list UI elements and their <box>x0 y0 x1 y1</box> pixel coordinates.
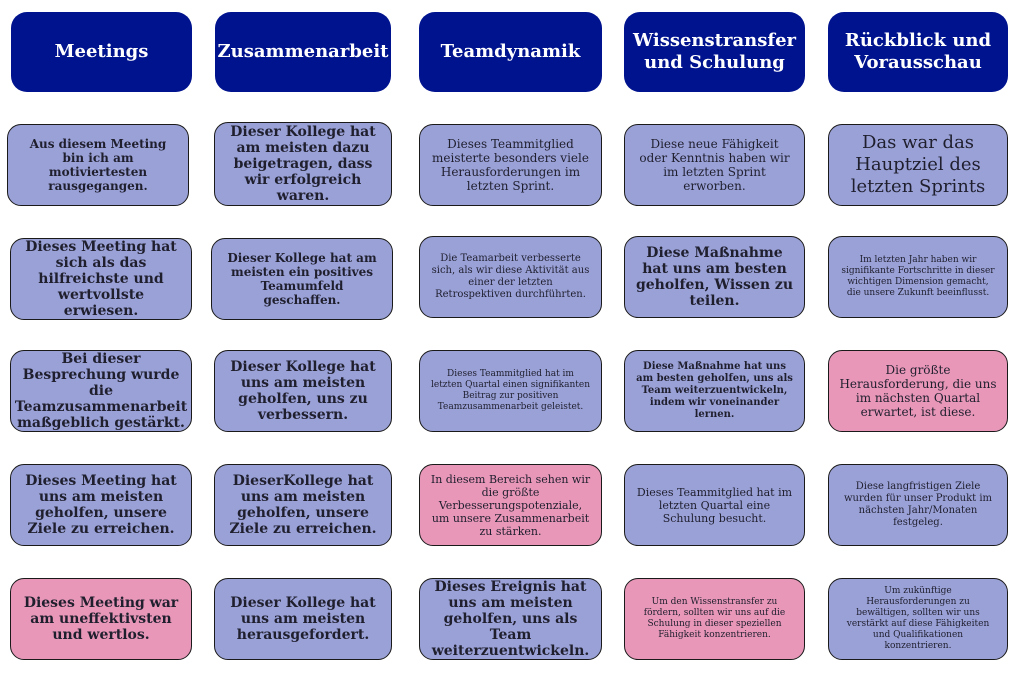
header-teamdynamik: Teamdynamik <box>419 12 602 92</box>
card-r2-c3: Die Teamarbeit verbesserte sich, als wir diese Aktivität aus einer der letzten Retrospektiven durchführten. <box>419 236 602 318</box>
card-r5-c2: Dieser Kollege hat uns am meisten herausgefordert. <box>214 578 392 660</box>
card-r3-c4: Diese Maßnahme hat uns am besten geholfen, uns als Team weiterzuentwickeln, indem wir voneinander lernen. <box>624 350 805 432</box>
card-r5-c1: Dieses Meeting war am uneffektivsten und wertlos. <box>10 578 192 660</box>
card-r2-c4: Diese Maßnahme hat uns am besten geholfen, Wissen zu teilen. <box>624 236 805 318</box>
card-r1-c3: Dieses Teammitglied meisterte besonders viele Herausforderungen im letzten Sprint. <box>419 124 602 206</box>
header-wissenstransfer: Wissenstransfer und Schulung <box>624 12 805 92</box>
card-r4-c4: Dieses Teammitglied hat im letzten Quartal eine Schulung besucht. <box>624 464 805 546</box>
header-zusammenarbeit: Zusammenarbeit <box>215 12 391 92</box>
card-r2-c1: Dieses Meeting hat sich als das hilfreichste und wertvollste erwiesen. <box>10 238 192 320</box>
card-r1-c1: Aus diesem Meeting bin ich am motiviertesten rausgegangen. <box>7 124 189 206</box>
header-meetings: Meetings <box>11 12 192 92</box>
card-r3-c3: Dieses Teammitglied hat im letzten Quartal einen signifikanten Beitrag zur positiven Teamzusammenarbeit geleistet. <box>419 350 602 432</box>
card-r1-c5: Das war das Hauptziel des letzten Sprints <box>828 124 1008 206</box>
card-r4-c2: DieserKollege hat uns am meisten geholfen, unsere Ziele zu erreichen. <box>214 464 392 546</box>
card-r5-c5: Um zukünftige Herausforderungen zu bewältigen, sollten wir uns verstärkt auf diese Fähigkeiten und Qualifikationen konzentrieren. <box>828 578 1008 660</box>
card-r4-c3: In diesem Bereich sehen wir die größte Verbesserungspotenziale, um unsere Zusammenarbeit zu stärken. <box>419 464 602 546</box>
card-r2-c5: Im letzten Jahr haben wir signifikante Fortschritte in dieser wichtigen Dimension gemacht, die unsere Zukunft beeinflusst. <box>828 236 1008 318</box>
card-r4-c1: Dieses Meeting hat uns am meisten geholfen, unsere Ziele zu erreichen. <box>10 464 192 546</box>
card-r5-c4: Um den Wissenstransfer zu fördern, sollten wir uns auf die Schulung in dieser speziellen Fähigkeit konzentrieren. <box>624 578 805 660</box>
card-r3-c1: Bei dieser Besprechung wurde die Teamzusammenarbeit maßgeblich gestärkt. <box>10 350 192 432</box>
card-r2-c2: Dieser Kollege hat am meisten ein positives Teamumfeld geschaffen. <box>211 238 393 320</box>
card-r4-c5: Diese langfristigen Ziele wurden für unser Produkt im nächsten Jahr/Monaten festgeleg. <box>828 464 1008 546</box>
card-r3-c5: Die größte Herausforderung, die uns im nächsten Quartal erwartet, ist diese. <box>828 350 1008 432</box>
header-rueckblick: Rückblick und Vorausschau <box>828 12 1008 92</box>
card-r1-c4: Diese neue Fähigkeit oder Kenntnis haben wir im letzten Sprint erworben. <box>624 124 805 206</box>
card-r5-c3: Dieses Ereignis hat uns am meisten geholfen, uns als Team weiterzuentwickeln. <box>419 578 602 660</box>
card-r3-c2: Dieser Kollege hat uns am meisten geholfen, uns zu verbessern. <box>214 350 392 432</box>
card-r1-c2: Dieser Kollege hat am meisten dazu beigetragen, dass wir erfolgreich waren. <box>214 122 392 206</box>
